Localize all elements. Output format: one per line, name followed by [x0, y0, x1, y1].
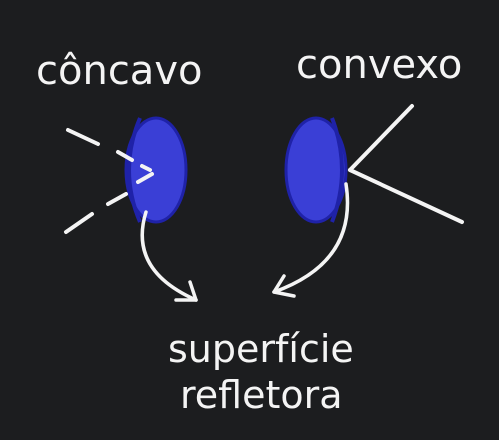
- outgoing-ray-lower: [350, 170, 462, 222]
- reflected-ray-dash: [108, 194, 126, 204]
- concave-mirror-icon: [126, 118, 186, 222]
- reflected-ray-dash: [66, 214, 92, 232]
- convex-label: convexo: [296, 42, 463, 88]
- convex-mirror-icon: [286, 118, 346, 222]
- incoming-ray-dash: [68, 130, 98, 144]
- left-arrow-curve: [142, 212, 196, 300]
- convex-rays: [350, 106, 462, 222]
- surface-label-line1: superfície: [168, 327, 354, 371]
- surface-label-line2: refletora: [180, 373, 343, 417]
- concave-label: côncavo: [36, 48, 203, 94]
- outgoing-ray-upper: [350, 106, 412, 170]
